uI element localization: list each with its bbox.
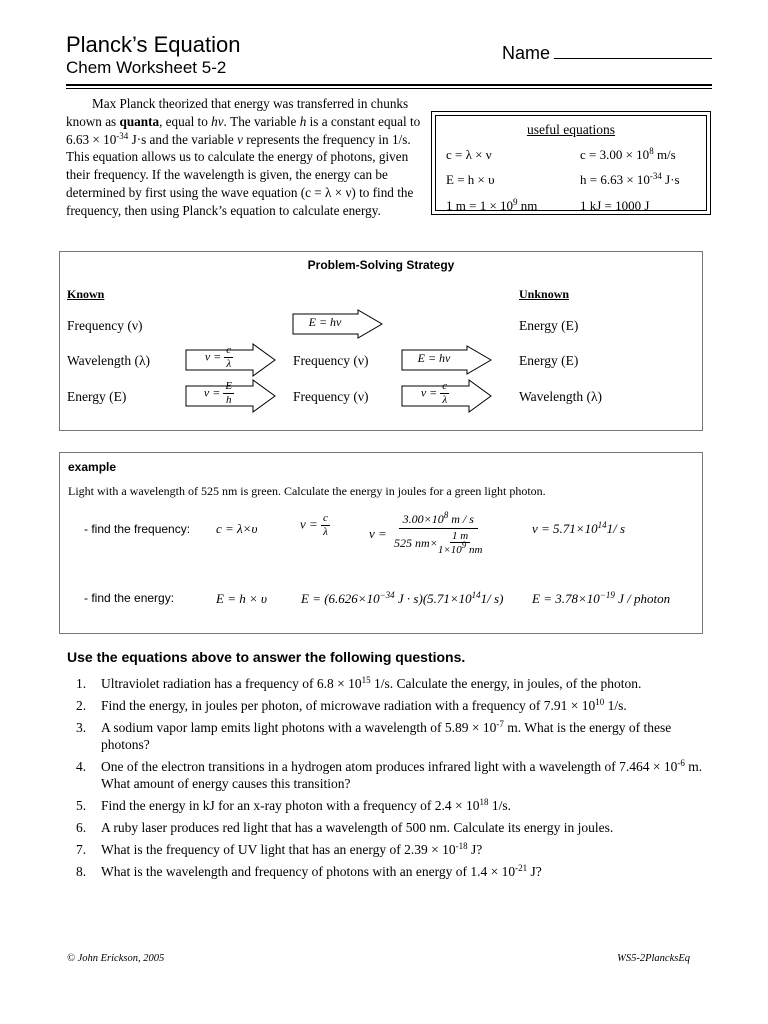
row3-unknown: Wavelength (λ) (519, 389, 603, 404)
row1-arrow-label: E = hν (308, 315, 342, 329)
frequency-result: $v = 5.71\times 10^{14}1/$ s (532, 520, 625, 536)
row2-mid: Frequency (ν) (293, 353, 369, 368)
question-item: 2. Find the energy, in joules per photon, of microwave radiation with a frequency of $7.91 \times 10^{10}$ 1/s. (76, 697, 627, 713)
energy-equation: E = h × υ (216, 591, 267, 606)
row2-arrow2 (401, 345, 493, 375)
intro-paragraph: Max Planck theorized that energy was transferred in chunks known as quanta, equal to hν. The variable h is a constant equal to $6.63 \times 10^{-34}$ J·s and the variable ν represents the frequency in 1/s. This equation allows us to calculate the energy of photons, given their frequency. If the wavelength is given, the energy can be determined by first using the wave equation (c = λ × ν) to find the frequency, then using Planck’s equation to calculate energy. (66, 96, 421, 218)
row2-unknown: Energy (E) (519, 353, 579, 368)
footer-code: WS5-2PlancksEq (617, 953, 690, 964)
row1-arrow (292, 309, 384, 339)
row1-unknown: Energy (E) (519, 318, 579, 333)
footer-copyright: © John Erickson, 2005 (67, 953, 165, 964)
frequency-equation: c = λ×υ (216, 521, 258, 536)
known-heading: Known (67, 287, 105, 301)
row3-known: Energy (E) (67, 389, 127, 404)
question-item: 3. A sodium vapor lamp emits light photons with a wavelength of $5.89 \times 10^{-7}$ m. What is the energy of these photons? (76, 719, 672, 752)
name-field (502, 42, 712, 64)
find-energy-label: - find the energy: (84, 591, 175, 605)
quanta-term: quanta (119, 113, 160, 129)
page-subtitle: Chem Worksheet 5-2 (66, 58, 227, 77)
frequency-substitution: v = $3.00\times 10^8$ m / s 525 nm× $\frac{1 m}{1\times 10^9 nm}$ (369, 510, 483, 556)
meter-conversion: 1 $m = 1 \times 10^9$ nm (446, 197, 538, 213)
name-label: Name (502, 43, 551, 63)
speed-of-light: $c = 3.00 \times 10^8$ m/s (580, 146, 676, 162)
header-rule (66, 84, 712, 86)
row2-known: Wavelength (λ) (67, 353, 151, 368)
example-text: Light with a wavelength of 525 nm is green. Calculate the energy in joules for a green light photon. (68, 484, 546, 498)
header-rule-thin (66, 88, 712, 89)
strategy-title: Problem-Solving Strategy (307, 258, 455, 272)
energy-result: $E = 3.78\times 10^{-19}$ J / photon (532, 590, 671, 606)
useful-equations-title: useful equations (526, 122, 616, 137)
row2-arrow2-label: E = hν (417, 351, 451, 365)
question-item: 5. Find the energy in kJ for an x-ray photon with a frequency of $2.4 \times 10^{18}$ 1/s. (76, 797, 512, 813)
planck-equation: E = h × υ (446, 172, 495, 187)
questions-list (66, 675, 706, 885)
row3-arrow2: ν = $\frac{c}{\lambda}$ (401, 379, 493, 413)
example-box (59, 452, 703, 634)
row2-arrow1: ν = $\frac{c}{\lambda}$ (185, 343, 277, 377)
question-item: 7. What is the frequency of UV light that has an energy of $2.39 \times 10^{-18}$ J? (76, 841, 483, 857)
question-item: 8. What is the wavelength and frequency of photons with an energy of $1.4 \times 10^{-21}$ J? (76, 863, 542, 879)
strategy-box (59, 251, 703, 431)
question-item: 6. A ruby laser produces red light that has a wavelength of 500 nm. Calculate its energy in joules. (76, 820, 614, 835)
planck-constant: $h = 6.63 \times 10^{-34}$ J·s (580, 171, 680, 187)
row3-arrow1: ν = $\frac{E}{h}$ (185, 379, 277, 413)
questions-heading: Use the equations above to answer the following questions. (67, 649, 466, 665)
useful-equations-box (431, 111, 711, 215)
frequency-rearranged: v = $\frac{c}{\lambda}$ (300, 512, 328, 538)
question-item: 4. One of the electron transitions in a hydrogen atom produces infrared light with a wavelength of $7.464 \times 10^{-6}$ m. What amount of energy causes this transition? (76, 758, 703, 791)
unknown-heading: Unknown (519, 287, 570, 301)
kilojoule-conversion: 1 kJ = 1000 J (580, 198, 650, 213)
name-blank-line (554, 42, 712, 59)
question-item: 1. Ultraviolet radiation has a frequency of $6.8 \times 10^{15}$ 1/s. Calculate the energy, in joules, of the photon. (76, 675, 642, 691)
row3-mid: Frequency (ν) (293, 389, 369, 404)
row1-known: Frequency (ν) (67, 318, 143, 333)
find-frequency-label: - find the frequency: (84, 522, 191, 536)
wave-equation: c = λ × ν (446, 147, 492, 162)
energy-substitution: $E = (6.626\times 10^{-34}$ $J \cdot s)(5.71\times 10^{14}1/$ s) (301, 590, 504, 606)
page-title: Planck’s Equation (66, 32, 241, 57)
example-title: example (68, 460, 117, 474)
